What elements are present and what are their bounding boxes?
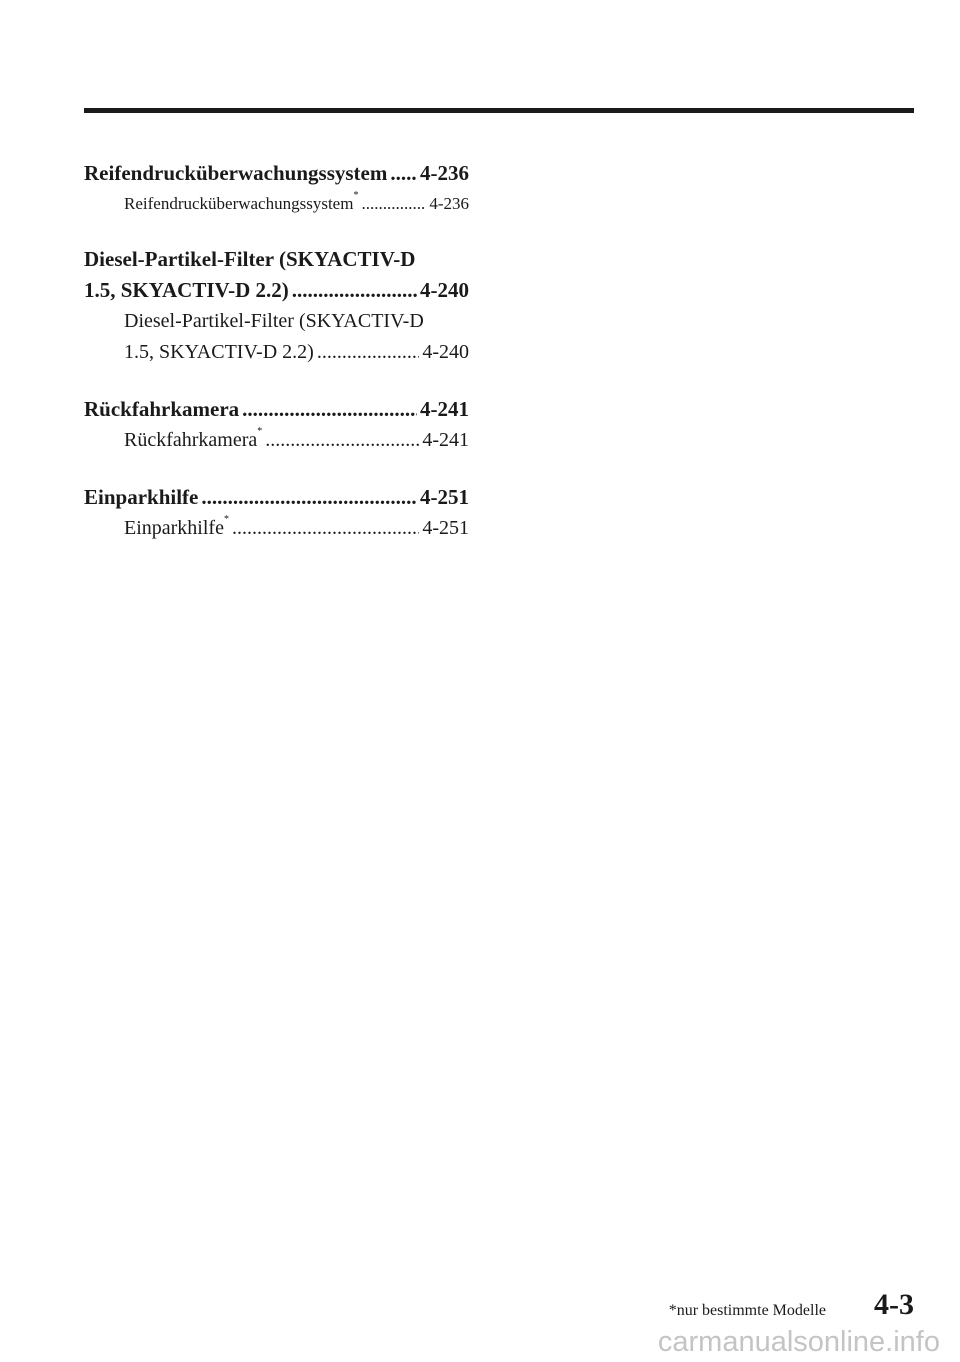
- toc-subentry-diesel-line1[interactable]: Diesel-Partikel-Filter (SKYACTIV-D: [124, 310, 424, 332]
- table-of-contents: [84, 158, 469, 570]
- toc-subentry-label: Rückfahrkamera*: [124, 426, 263, 451]
- toc-subentry-diesel[interactable]: [84, 337, 469, 368]
- toc-subentry-label: 1.5, SKYACTIV-D 2.2): [124, 341, 314, 363]
- toc-group-rueckfahrkamera: [84, 394, 469, 456]
- toc-entry-label: 1.5, SKYACTIV-D 2.2): [84, 278, 289, 302]
- dot-leader: [232, 513, 419, 544]
- toc-page-ref: 4-241: [420, 397, 469, 421]
- toc-page-ref: 4-240: [420, 278, 469, 302]
- toc-entry-diesel[interactable]: [84, 275, 469, 306]
- toc-group-diesel-filter: [84, 244, 469, 368]
- toc-subentry-label: Einparkhilfe*: [124, 514, 229, 539]
- dot-leader: [390, 158, 417, 189]
- toc-entry-label: Rückfahrkamera: [84, 397, 240, 421]
- model-mark: *: [257, 426, 263, 437]
- toc-subentry-reifendruck[interactable]: [84, 189, 469, 218]
- footnote: *nur bestimmte Modelle: [668, 1302, 826, 1319]
- toc-page-ref: 4-236: [420, 161, 469, 185]
- toc-page-ref: 4-251: [422, 517, 469, 539]
- toc-subentry-einparkhilfe[interactable]: [84, 513, 469, 544]
- dot-leader: [201, 482, 417, 513]
- page-number: 4-3: [874, 1288, 914, 1321]
- toc-entry-reifendruck[interactable]: [84, 158, 469, 189]
- toc-entry-einparkhilfe[interactable]: [84, 482, 469, 513]
- dot-leader: [242, 394, 417, 425]
- model-mark: *: [223, 514, 229, 525]
- dot-leader: [317, 337, 420, 368]
- toc-subentry-rueckfahrkamera[interactable]: [84, 425, 469, 456]
- toc-page-ref: 4-236: [429, 194, 469, 213]
- toc-entry-rueckfahrkamera[interactable]: [84, 394, 469, 425]
- toc-entry-diesel-line1[interactable]: Diesel-Partikel-Filter (SKYACTIV-D: [84, 247, 416, 271]
- model-mark: *: [353, 190, 359, 201]
- dot-leader: [361, 189, 426, 218]
- header-rule: [84, 108, 914, 113]
- toc-subentry-label: Reifendrucküberwachungssystem*: [124, 190, 359, 213]
- toc-group-einparkhilfe: [84, 482, 469, 544]
- toc-group-reifendruck: [84, 158, 469, 218]
- toc-page-ref: 4-240: [422, 341, 469, 363]
- dot-leader: [265, 425, 419, 456]
- toc-entry-label: Einparkhilfe: [84, 485, 199, 509]
- dot-leader: [292, 275, 417, 306]
- toc-page-ref: 4-241: [422, 429, 469, 451]
- watermark: carmanualsonline.info: [657, 1326, 940, 1358]
- toc-page-ref: 4-251: [420, 485, 469, 509]
- toc-entry-label: Reifendrucküberwachungssystem: [84, 161, 388, 185]
